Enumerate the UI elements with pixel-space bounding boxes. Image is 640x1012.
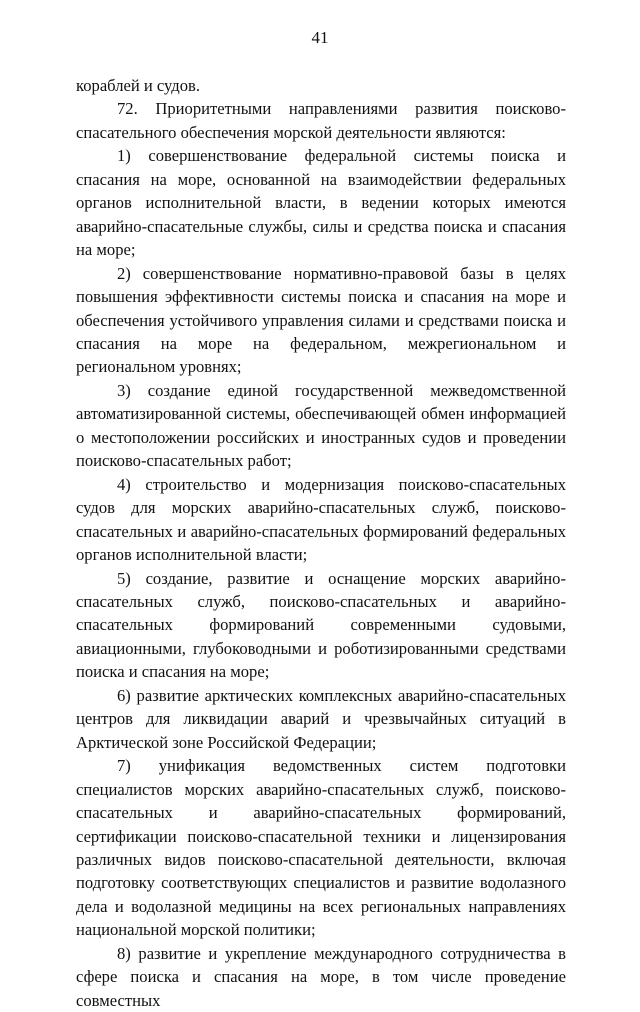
paragraph-72-intro: 72. Приоритетными направлениями развития поисково-спасательного обеспечения морской деятельности являются: — [76, 99, 566, 142]
list-item-4: 4) строительство и модернизация поисково-спасательных судов для морских аварийно-спасательных служб, поисково-спасательных и аварийно-спасательных формирований федеральных органов исполнительной власти; — [76, 474, 566, 565]
list-item-7: 7) унификация ведомственных систем подготовки специалистов морских аварийно-спасательных служб, поисково-спасательных и аварийно-спасательных формирований, сертификации поисково-спасательной техники и лицензирования различных видов поисково-спасательной деятельности, включая подготовку соответствующих специалистов и развитие водолазного дела и водолазной медицины на всех региональных направлениях национальной морской политики; — [76, 756, 566, 940]
page-number: 41 — [311, 28, 329, 47]
document-body — [76, 74, 566, 1012]
list-item-2: 2) совершенствование нормативно-правовой базы в целях повышения эффективности системы поиска и спасания на море и обеспечения устойчивого управления силами и средствами поиска и спасания на море на федеральном, межрегиональном и региональном уровнях; — [76, 263, 566, 377]
list-item-6: 6) развитие арктических комплексных аварийно-спасательных центров для ликвидации аварий и чрезвычайных ситуаций в Арктической зоне Российской Федерации; — [76, 685, 566, 752]
list-item-5: 5) создание, развитие и оснащение морских аварийно-спасательных служб, поисково-спасательных и аварийно-спасательных формирований современными судовыми, авиационными, глубоководными и роботизированными средствами поиска и спасания на море; — [76, 568, 566, 682]
list-item-3: 3) создание единой государственной межведомственной автоматизированной системы, обеспечивающей обмен информацией о местоположении российских и иностранных судов и проведении поисково-спасательных работ; — [76, 380, 566, 471]
list-item-8: 8) развитие и укрепление международного сотрудничества в сфере поиска и спасания на море, в том числе проведение совместных — [76, 943, 566, 1010]
list-item-1: 1) совершенствование федеральной системы поиска и спасания на море, основанной на взаимодействии федеральных органов исполнительной власти, в ведении которых имеются аварийно-спасательные службы, силы и средства поиска и спасания на море; — [76, 146, 566, 260]
paragraph-continuation: кораблей и судов. — [76, 76, 201, 95]
